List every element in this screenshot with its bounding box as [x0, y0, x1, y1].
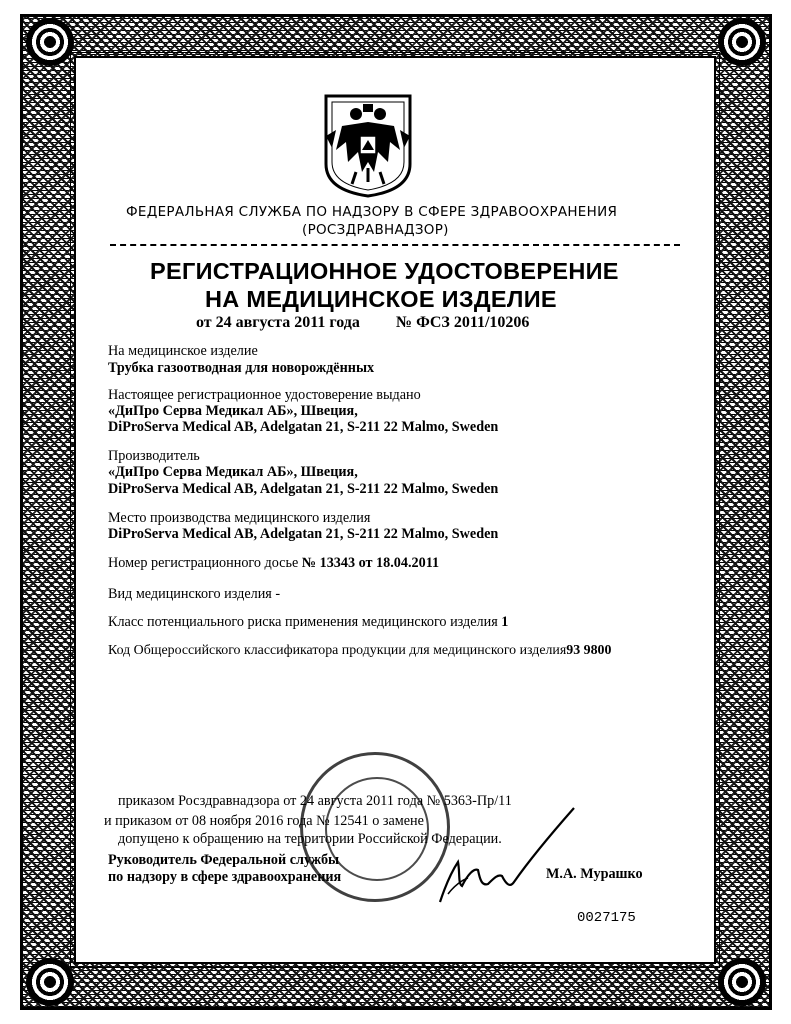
signatory-name: М.А. Мурашко — [546, 866, 643, 882]
dossier-row — [108, 555, 439, 572]
device-value: Трубка газоотводная для новорождённых — [108, 360, 375, 376]
okp-value: 93 9800 — [566, 643, 612, 658]
manufacturer-line2: DiProServa Medical AB, Adelgatan 21, S-211 22 Malmo, Sweden — [108, 481, 499, 497]
certificate-date: от 24 августа 2011 года — [196, 314, 360, 331]
header-divider — [110, 244, 680, 246]
order-line2: и приказом от 08 ноября 2016 года № 12541 о замене — [104, 813, 424, 829]
border-corner-ornament-icon — [26, 958, 74, 1006]
okp-row — [108, 643, 611, 659]
serial-number: 0027175 — [577, 910, 636, 926]
agency-name: ФЕДЕРАЛЬНАЯ СЛУЖБА ПО НАДЗОРУ В СФЕРЕ ЗДРАВООХРАНЕНИЯ — [126, 204, 618, 220]
production-value: DiProServa Medical AB, Adelgatan 21, S-211 22 Malmo, Sweden — [108, 526, 499, 542]
device-type-label: Вид медицинского изделия - — [108, 586, 281, 602]
border-corner-ornament-icon — [26, 18, 74, 66]
coat-of-arms-russia-icon — [322, 92, 414, 198]
risk-row — [108, 614, 508, 631]
dossier-value: № 13343 от 18.04.2011 — [301, 555, 440, 571]
production-label: Место производства медицинского изделия — [108, 510, 371, 526]
head-title-line1: Руководитель Федеральной службы — [108, 852, 340, 868]
issued-line2: DiProServa Medical AB, Adelgatan 21, S-211 22 Malmo, Sweden — [108, 419, 499, 435]
border-corner-ornament-icon — [718, 958, 766, 1006]
issued-line1: «ДиПро Серва Медикал АБ», Швеция, — [108, 403, 358, 419]
okp-label: Код Общероссийского классификатора продукции для медицинского изделия — [108, 643, 567, 658]
certificate-subtitle: НА МЕДИЦИНСКОЕ ИЗДЕЛИЕ — [205, 286, 557, 312]
risk-value: 1 — [501, 614, 509, 630]
certificate-number: № ФСЗ 2011/10206 — [396, 314, 530, 331]
risk-label: Класс потенциального риска применения медицинского изделия — [108, 614, 498, 630]
border-corner-ornament-icon — [718, 18, 766, 66]
head-title-line2: по надзору в сфере здравоохранения — [108, 869, 342, 885]
order-line1: приказом Росздравнадзора от 24 августа 2011 года № 5363-Пр/11 — [118, 793, 512, 809]
agency-abbreviation: (РОСЗДРАВНАДЗОР) — [302, 222, 449, 238]
order-line3: допущено к обращению на территории Российской Федерации. — [118, 831, 502, 847]
manufacturer-line1: «ДиПро Серва Медикал АБ», Швеция, — [108, 464, 358, 480]
device-label: На медицинское изделие — [108, 343, 258, 359]
manufacturer-label: Производитель — [108, 448, 200, 464]
issued-label: Настоящее регистрационное удостоверение выдано — [108, 387, 421, 403]
dossier-label: Номер регистрационного досье — [108, 555, 299, 571]
certificate-title: РЕГИСТРАЦИОННОЕ УДОСТОВЕРЕНИЕ — [150, 258, 619, 284]
handwritten-signature-icon — [418, 798, 588, 908]
